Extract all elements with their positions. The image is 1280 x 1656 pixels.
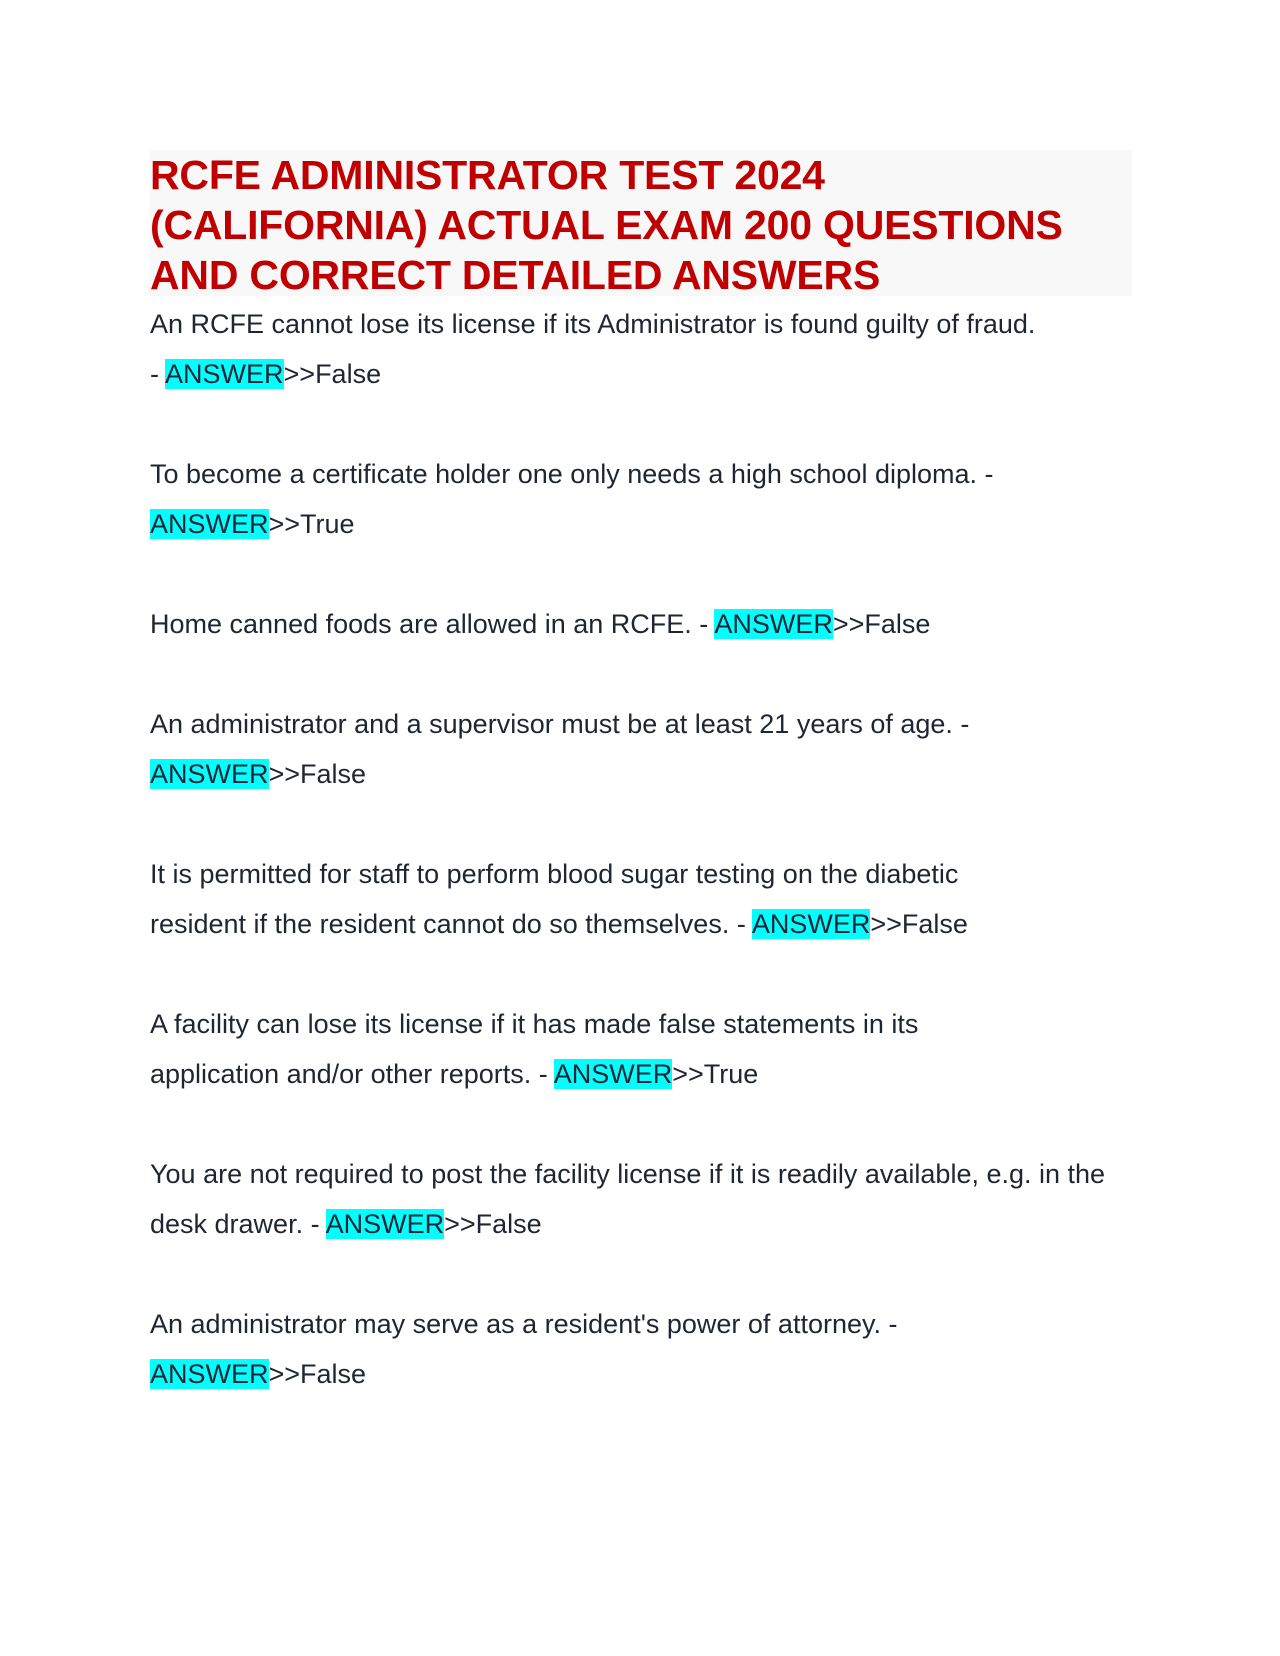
question-text: Home canned foods are allowed in an RCFE. [150,609,692,639]
question-item-6: A facility can lose its license if it has made false statements in its application and/or other reports. - ANSWER>>True [150,1009,919,1089]
question-item-4: An administrator and a supervisor must be at least 21 years of age. - ANSWER>>False [150,709,970,789]
question-text: An administrator and a supervisor must be at least 21 years of age. [150,709,953,739]
question-item-7: You are not required to post the facility license if it is readily available, e.g. in the desk drawer. - ANSWER>>False [150,1159,1106,1239]
answer-value: >>False [268,1359,367,1389]
question-item-1: An RCFE cannot lose its license if its Administrator is found guilty of fraud. - ANSWER>>False [150,309,1036,389]
answer-label: ANSWER [165,359,284,389]
answer-label: ANSWER [325,1209,445,1239]
question-item-3: Home canned foods are allowed in an RCFE. - ANSWER>>False [150,609,931,639]
question-text: It is permitted for staff to perform blood sugar testing on the diabetic resident if the resident cannot do so themselves. [150,859,959,939]
answer-label: ANSWER [150,1359,269,1389]
question-item-2: To become a certificate holder one only needs a high school diploma. - ANSWER>>True [150,459,994,539]
answer-value: >>False [283,359,382,389]
question-text: An RCFE cannot lose its license if its Administrator is found guilty of fraud. [150,309,1036,339]
document-title-line-1: RCFE ADMINISTRATOR TEST 2024 [150,152,825,198]
document-title-line-3: AND CORRECT DETAILED ANSWERS [150,252,881,298]
question-text: A facility can lose its license if it has made false statements in its application and/or other reports. [150,1009,919,1089]
question-text: An administrator may serve as a resident's power of attorney. [150,1309,881,1339]
answer-value: >>False [832,609,931,639]
answer-label: ANSWER [150,759,269,789]
answer-value: >>True [268,509,355,539]
answer-label: ANSWER [553,1059,673,1089]
answer-label: ANSWER [751,909,871,939]
question-item-8: An administrator may serve as a resident's power of attorney. - ANSWER>>False [150,1309,898,1389]
answer-value: >>False [444,1209,542,1239]
question-text: You are not required to post the facility license if it is readily available, e.g. in the desk drawer. [150,1159,1106,1239]
answer-label: ANSWER [150,509,269,539]
answer-label: ANSWER [714,609,833,639]
answer-value: >>False [870,909,968,939]
answer-value: >>False [268,759,367,789]
question-item-5: It is permitted for staff to perform blood sugar testing on the diabetic resident if the resident cannot do so themselves. - ANSWER>>False [150,859,968,939]
answer-value: >>True [672,1059,759,1089]
title-block [150,150,1132,296]
document-title-line-2: (CALIFORNIA) ACTUAL EXAM 200 QUESTIONS [150,202,1063,248]
question-text: To become a certificate holder one only needs a high school diploma. [150,459,978,489]
